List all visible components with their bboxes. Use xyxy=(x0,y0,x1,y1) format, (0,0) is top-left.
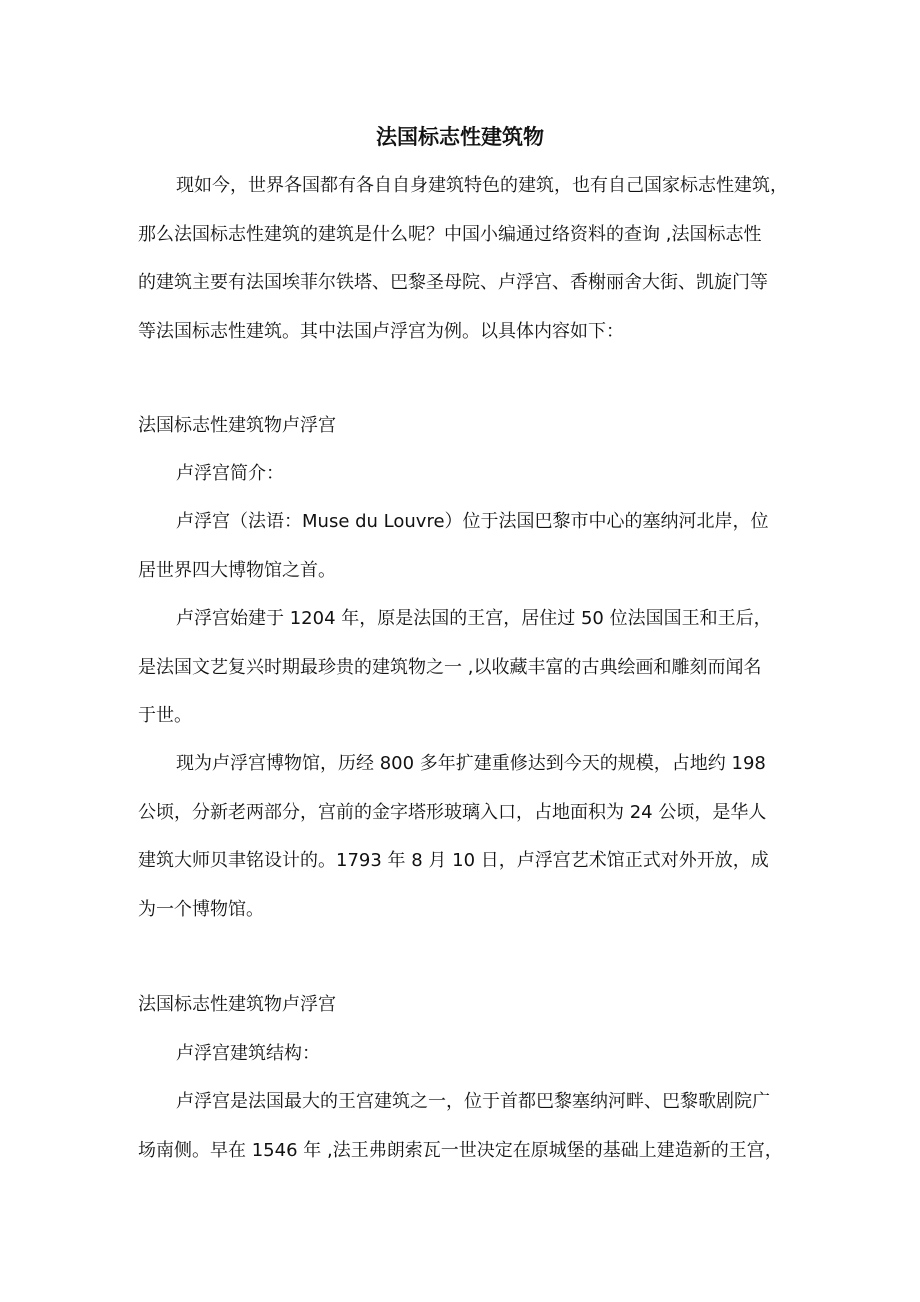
body-paragraph xyxy=(138,1078,788,1175)
paragraph-line: 建筑大师贝聿铭设计的。1793 年 8 月 10 日，卢浮宫艺术馆正式对外开放，成 xyxy=(138,850,769,871)
paragraph-line: 场南侧。早在 1546 年 ,法王弗朗索瓦一世决定在原城堡的基础上建造新的王宫， xyxy=(138,1139,783,1161)
document-title: 法国标志性建筑物 xyxy=(376,125,544,149)
paragraph-line: 卢浮宫是法国最大的王宫建筑之一，位于首都巴黎塞纳河畔、巴黎歌剧院广 xyxy=(176,1091,770,1112)
paragraph-line: 居世界四大博物馆之首。 xyxy=(138,559,336,581)
intro-line: 的建筑主要有法国埃菲尔铁塔、巴黎圣母院、卢浮宫、香榭丽舍大街、凯旋门等 xyxy=(138,272,768,293)
paragraph-line: 现为卢浮宫博物馆，历经 800 多年扩建重修达到今天的规模，占地约 198 xyxy=(176,753,766,774)
section-heading: 法国标志性建筑物卢浮宫 xyxy=(138,994,336,1015)
body-paragraph xyxy=(138,498,788,595)
section-subheading: 卢浮宫建筑结构： xyxy=(176,1043,320,1064)
intro-line: 现如今，世界各国都有各自自身建筑特色的建筑，也有自己国家标志性建筑， xyxy=(176,175,788,196)
paragraph-line: 是法国文艺复兴时期最珍贵的建筑物之一 ,以收藏丰富的古典绘画和雕刻而闻名 xyxy=(138,656,762,678)
paragraph-line: 于世。 xyxy=(138,705,192,726)
intro-line: 等法国标志性建筑。其中法国卢浮宫为例。以具体内容如下： xyxy=(138,320,624,342)
intro-paragraph xyxy=(138,162,788,356)
body-paragraph xyxy=(138,740,788,934)
paragraph-line: 公顷，分新老两部分，宫前的金字塔形玻璃入口，占地面积为 24 公顷，是华人 xyxy=(138,801,767,823)
body-paragraph xyxy=(138,595,788,741)
section-subheading: 卢浮宫简介： xyxy=(176,463,284,484)
section-heading: 法国标志性建筑物卢浮宫 xyxy=(138,415,336,436)
paragraph-line: 为一个博物馆。 xyxy=(138,898,264,920)
paragraph-line: 卢浮宫（法语：Muse du Louvre）位于法国巴黎市中心的塞纳河北岸，位 xyxy=(176,511,769,532)
intro-line: 那么法国标志性建筑的建筑是什么呢？中国小编通过络资料的查询 ,法国标志性 xyxy=(138,223,762,245)
paragraph-line: 卢浮宫始建于 1204 年，原是法国的王宫，居住过 50 位法国国王和王后， xyxy=(176,608,772,629)
